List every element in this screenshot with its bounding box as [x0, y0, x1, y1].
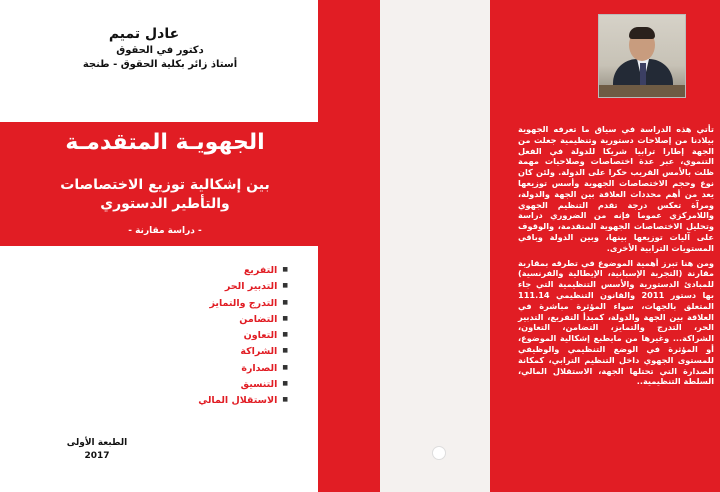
back-paragraph-2: ومن هنا تبرز أهمية الموضوع في تطرقه بمقاربة مقارنة (التجربة الإسبانية، الإيطالية والفرنسية) للمبادئ الدستورية والأسس التنظيمية التي جاء بها دستور 2011 والقانون التنظيمي 111.14 المتعلق بالجهات، سواء المؤثرة مباشرة في العلاقة بين الجهة والدولة، كمبدأ التفريع، التدبير الحر، التدرج والتمايز، التضامن، التعاون، الشراكة... وغيرها من مايطبع إشكالية الموضوع، أو المؤثرة في الوضع التنظيمي والوظيفي للمستوى الجهوي داخل التنظيم الترابي، كمكانة الصدارة التي تحتلها الجهة، الاستقلال المالي، السلطة التنظيمية.. — [518, 257, 714, 387]
spine-red-stripe — [318, 0, 380, 492]
photo-hair — [629, 27, 655, 39]
topic-item: ■ التضامن — [178, 311, 288, 327]
edition-label: الطبعة الأولى — [66, 438, 128, 448]
author-position: أستاذ زائر بكلية الحقوق - طنجة — [82, 59, 238, 70]
topic-item: ■ التنسيق — [178, 376, 288, 392]
topic-item: ■ التفريع — [178, 262, 288, 278]
photo-tie — [640, 63, 646, 85]
spine-red-edge — [490, 0, 512, 492]
topic-item: ■ الصدارة — [178, 360, 288, 376]
spine-circle — [432, 446, 446, 460]
author-photo — [598, 14, 686, 98]
topic-item: ■ التعاون — [178, 327, 288, 343]
edition-year: 2017 — [84, 451, 110, 461]
author-name: عادل تميم — [108, 26, 180, 42]
author-degree: دكتور في الحقوق — [116, 45, 204, 56]
author-block — [40, 26, 300, 70]
topic-item: ■ التدبير الحر — [178, 278, 288, 294]
photo-desk — [599, 85, 686, 98]
back-paragraph-1: تأتي هذه الدراسة في سياق ما تعرفه الجهوية بيلادنا من إصلاحات دستورية وتنظيمية جعلت من الجهة إطارا ترابيا شريكا للدولة في الفعل التنموي، عبر عدة اختصاصات وصلاحيات مهمة ظلت بالأمس القريب حكرا على الدولة. ولئن كان نوع وحجم الاختصاصات الجهوية وأسس توزيعها يعد من أهم محددات العلاقة بين الجهة والدولة، ومرآة تعكس درجة تقدم التنظيم الجهوي واللامركزي عموما فإنه من الضروري دراسة وتحليل الاختصاصات الجهوية المتقدمة، والوقوف على آليات توزيعها بينها، وبين الدولة وباقي المستويات الترابية الأخرى. — [518, 124, 714, 253]
topic-item: ■ التدرج والتمايز — [178, 295, 288, 311]
study-note: - دراسة مقارنة - — [128, 226, 202, 236]
topic-item: ■ الشراكة — [178, 343, 288, 359]
book-subtitle — [10, 176, 320, 214]
back-cover-text — [518, 124, 714, 387]
subtitle-line-1: بين إشكالية توزيع الاختصاصات — [60, 177, 270, 193]
front-cover — [0, 0, 318, 492]
subtitle-line-2: والتأطير الدستوري — [100, 196, 230, 212]
topics-list — [178, 262, 288, 409]
book-title: الجهويـة المتقدمـة — [65, 130, 265, 155]
topic-item: ■ الاستقلال المالي — [178, 392, 288, 408]
spine-white-stripe — [380, 0, 490, 492]
